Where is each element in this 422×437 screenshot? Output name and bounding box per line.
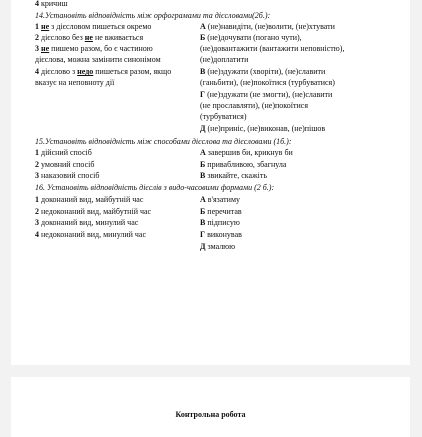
option-text: (не прославляти), (не)покоїтися: [200, 101, 309, 110]
task14-right-option: [200, 111, 247, 122]
page2-title: Контрольна робота: [175, 410, 246, 419]
option-text: (не)довантажити (вантажити неповністю),: [200, 44, 345, 53]
item-number: 1: [35, 148, 39, 157]
task14-right-option: [200, 43, 344, 54]
option-text: змалюю: [205, 242, 236, 251]
task15-right-option: [200, 147, 293, 158]
option-letter: Г: [200, 230, 206, 239]
option-text: (не)здужати (не змогти), (не)славити: [205, 90, 333, 99]
item-number: 4: [35, 67, 39, 76]
item-text: вказує на неповноту дії: [35, 78, 115, 87]
item-number: 1: [35, 195, 39, 204]
option-letter: В: [200, 171, 206, 180]
option-letter: Б: [200, 207, 206, 216]
task16-heading: 16. Установіть відповідність дієслів з видо-часовими формами (2 б.):: [35, 183, 275, 192]
item-text: з дієсловом пишеться окремо: [49, 22, 152, 31]
task14-right-option: [200, 32, 302, 43]
option-letter: А: [200, 195, 206, 204]
option-text: (не)приніс, (не)виконав, (не)пішов: [205, 124, 326, 133]
option-letter: Б: [200, 33, 206, 42]
item-number: 3: [35, 218, 39, 227]
task16-left-item: [35, 194, 143, 205]
underlined-particle: не: [41, 44, 50, 53]
item-text: кричиш: [41, 0, 68, 8]
item-text: недоконаний вид, майбутній час: [39, 207, 152, 216]
option-text: (турбуватися): [200, 112, 247, 121]
option-letter: А: [200, 148, 206, 157]
item-number: 3: [35, 171, 39, 180]
document-page-1: [11, 0, 410, 365]
option-letter: Д: [200, 124, 206, 133]
item-number: 1: [35, 22, 39, 31]
task14-heading: 14.Установіть відповідність між орфограмами та дієсловами(2б.):: [35, 11, 271, 20]
option-text: (не)доплатити: [200, 55, 249, 64]
task14-right-option: [200, 21, 335, 32]
task14-right-option: [200, 123, 325, 134]
task15-left-item: [35, 147, 92, 158]
option-text: підписую: [205, 218, 240, 227]
task14-left-item: [35, 43, 153, 54]
underlined-particle: не: [41, 22, 50, 31]
item-text: доконаний вид, минулий час: [39, 218, 139, 227]
item-text: недоконаний вид, минулий час: [39, 230, 147, 239]
document-page-2: [11, 377, 410, 437]
task16-right-option: [200, 229, 242, 240]
item-number: 2: [35, 207, 39, 216]
task14-right-option: [200, 54, 248, 65]
item-text: умовний спосіб: [39, 160, 95, 169]
task14-right-option: [200, 89, 332, 100]
item-text: дієслово з: [39, 67, 78, 76]
item-text: дієслова, можна замінити синонімом: [35, 55, 161, 64]
underlined-particle: не: [84, 33, 93, 42]
task14-right-option: [200, 66, 325, 77]
task16-left-item: [35, 229, 146, 240]
option-text: (не)навидіти, (не)волити, (не)хтувати: [205, 22, 335, 31]
option-letter: Б: [200, 160, 206, 169]
item-number: 4: [35, 0, 39, 8]
option-letter: В: [200, 218, 206, 227]
item-text: пишеться разом, якщо: [93, 67, 172, 76]
item-number: 2: [35, 160, 39, 169]
task14-left-item: [35, 77, 114, 88]
item-text: пишемо разом, бо є частиною: [49, 44, 153, 53]
task15-left-item: [35, 159, 94, 170]
task16-right-option: [200, 194, 240, 205]
option-text: перечитав: [205, 207, 242, 216]
underlined-particle: недо: [77, 67, 94, 76]
option-text: (ганьбити), (не)покоїтися (турбуватися): [200, 78, 335, 87]
task16-left-item: [35, 206, 151, 217]
task14-right-option: [200, 100, 308, 111]
task14-left-item: [35, 32, 143, 43]
task16-left-item: [35, 217, 138, 228]
item-text: дійсний спосіб: [39, 148, 92, 157]
option-text: привабливою, збагнула: [205, 160, 287, 169]
task16-right-option: [200, 217, 240, 228]
task16-right-option: [200, 206, 242, 217]
task16-right-option: [200, 241, 235, 252]
task15-right-option: [200, 170, 267, 181]
option-letter: Д: [200, 242, 206, 251]
option-text: (не)здужати (хворіти), (не)славити: [205, 67, 326, 76]
task14-left-item: [35, 66, 171, 77]
option-text: звикайте, скажіть: [205, 171, 267, 180]
option-letter: В: [200, 67, 206, 76]
top-fragment: [35, 0, 68, 9]
option-text: завершив би, крикнув би: [205, 148, 293, 157]
option-text: виконував: [205, 230, 242, 239]
task15-left-item: [35, 170, 99, 181]
task15-heading: 15.Установіть відповідність між способами дієслова та дієсловами (1б.):: [35, 137, 292, 146]
task14-right-option: [200, 77, 335, 88]
item-number: 4: [35, 230, 39, 239]
option-text: (не)дочувати (погано чути),: [205, 33, 302, 42]
item-text: наказовий спосіб: [39, 171, 100, 180]
item-text: дієслово без: [39, 33, 85, 42]
option-text: в'язатиму: [205, 195, 241, 204]
option-letter: А: [200, 22, 206, 31]
item-text: не вживається: [92, 33, 144, 42]
item-text: доконаний вид, майбутній час: [39, 195, 144, 204]
task14-left-item: [35, 21, 151, 32]
task15-right-option: [200, 159, 286, 170]
task14-left-item: [35, 54, 161, 65]
item-number: 3: [35, 44, 39, 53]
option-letter: Г: [200, 90, 206, 99]
item-number: 2: [35, 33, 39, 42]
